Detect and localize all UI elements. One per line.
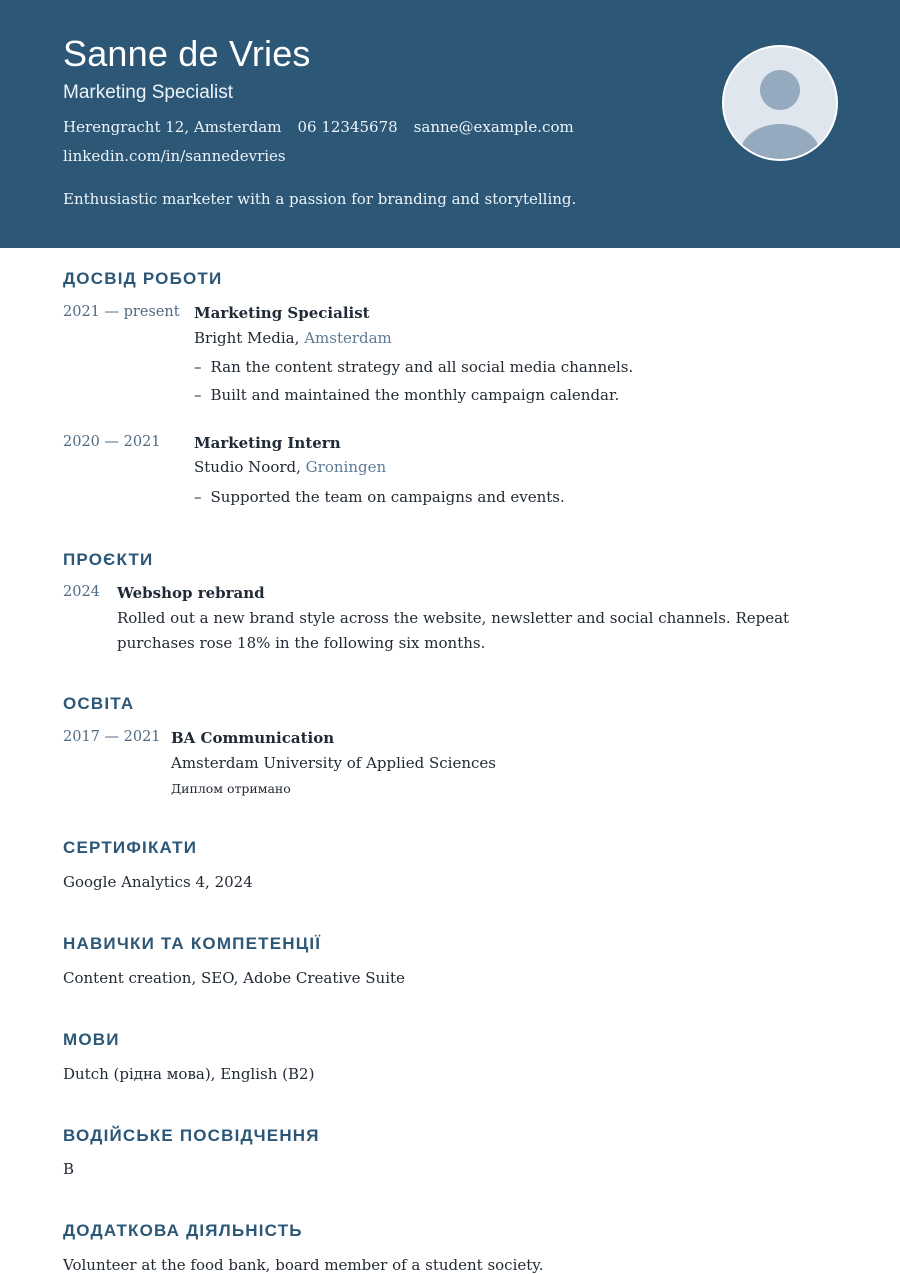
license-text: B — [63, 1160, 75, 1178]
experience-2-employer: Studio Noord, Groningen — [194, 458, 387, 476]
contact-line — [63, 118, 590, 136]
project-1-description-line-2: purchases rose 18% in the following six months. — [117, 634, 486, 652]
experience-1-bullet-2: – Built and maintained the monthly campaign calendar. — [194, 386, 619, 404]
contact-phone: 06 12345678 — [297, 118, 398, 136]
experience-1-location: Amsterdam — [304, 329, 392, 347]
certificates-text: Google Analytics 4, 2024 — [63, 873, 253, 891]
experience-1-bullet-1: – Ran the content strategy and all social media channels. — [194, 358, 633, 376]
section-heading-education: ОСВІТА — [63, 694, 135, 713]
project-1-year: 2024 — [63, 584, 100, 600]
avatar-head-shape — [760, 70, 800, 110]
education-1-note: Диплом отримано — [171, 781, 291, 796]
section-heading-projects: ПРОЄКТИ — [63, 550, 154, 569]
experience-2-dates: 2020 — 2021 — [63, 434, 161, 450]
skills-text: Content creation, SEO, Adobe Creative Suite — [63, 969, 405, 987]
section-heading-experience: ДОСВІД РОБОТИ — [63, 269, 223, 288]
section-heading-skills: НАВИЧКИ ТА КОМПЕТЕНЦІЇ — [63, 934, 322, 953]
experience-2-location: Groningen — [305, 458, 387, 476]
experience-1-dates: 2021 — present — [63, 304, 180, 320]
section-heading-languages: МОВИ — [63, 1030, 120, 1049]
candidate-title: Marketing Specialist — [63, 82, 234, 103]
resume-header — [0, 0, 900, 248]
education-1-school: Amsterdam University of Applied Sciences — [171, 754, 496, 772]
experience-2-bullet-1: – Supported the team on campaigns and events. — [194, 488, 565, 506]
education-1-degree: BA Communication — [171, 729, 335, 747]
section-heading-activities: ДОДАТКОВА ДІЯЛЬНІСТЬ — [63, 1221, 303, 1240]
profile-summary: Enthusiastic marketer with a passion for branding and storytelling. — [63, 190, 577, 208]
project-1-title: Webshop rebrand — [117, 584, 265, 602]
avatar-body-shape — [740, 124, 820, 161]
section-heading-certificates: СЕРТИФІКАТИ — [63, 838, 198, 857]
project-1-description-line-1: Rolled out a new brand style across the website, newsletter and social channels. Repeat — [117, 609, 790, 627]
experience-1-employer: Bright Media, Amsterdam — [194, 329, 392, 347]
languages-text: Dutch (рідна мова), English (B2) — [63, 1065, 315, 1083]
avatar-person-icon — [722, 45, 838, 161]
experience-1-company: Bright Media — [194, 329, 295, 347]
contact-address: Herengracht 12, Amsterdam — [63, 118, 282, 136]
candidate-name: Sanne de Vries — [63, 33, 311, 74]
education-1-dates: 2017 — 2021 — [63, 729, 161, 745]
experience-2-role: Marketing Intern — [194, 434, 341, 452]
experience-2-company: Studio Noord — [194, 458, 297, 476]
activities-text: Volunteer at the food bank, board member of a student society. — [63, 1256, 544, 1274]
experience-1-role: Marketing Specialist — [194, 304, 370, 322]
contact-linkedin[interactable]: linkedin.com/in/sannedevries — [63, 147, 286, 165]
contact-email[interactable]: sanne@example.com — [413, 118, 574, 136]
section-heading-license: ВОДІЙСЬКЕ ПОСВІДЧЕННЯ — [63, 1126, 320, 1145]
